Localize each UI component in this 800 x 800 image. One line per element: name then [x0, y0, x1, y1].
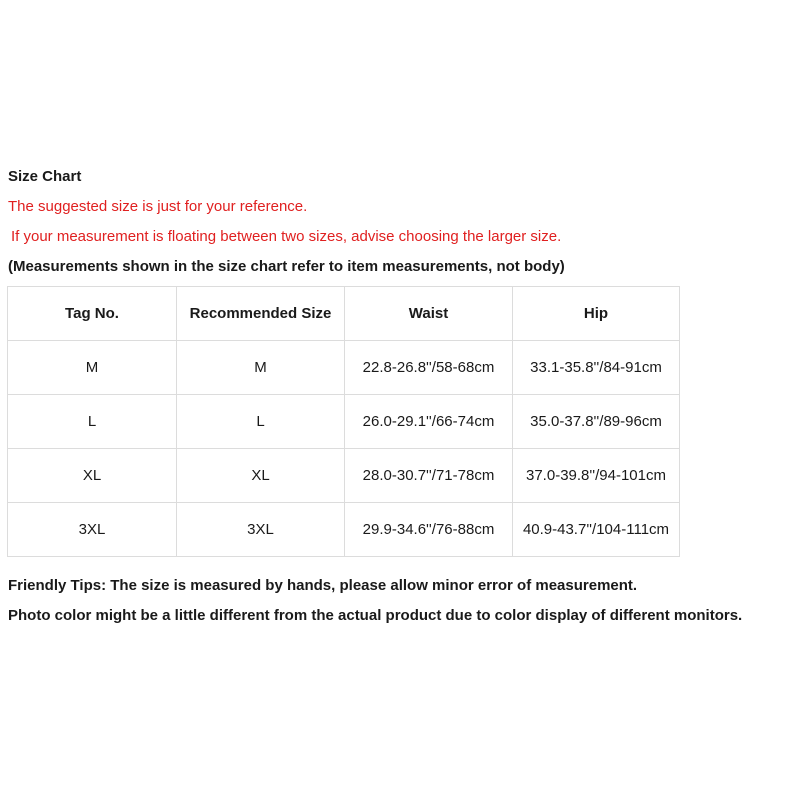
size-table — [7, 286, 680, 557]
cell-tag: 3XL — [8, 503, 177, 557]
table-row — [8, 503, 680, 557]
friendly-tips: Friendly Tips: The size is measured by hands, please allow minor error of measurement. — [8, 577, 638, 594]
cell-recommended: L — [177, 395, 345, 449]
header-tag-no: Tag No. — [8, 287, 177, 341]
header-waist: Waist — [345, 287, 513, 341]
cell-hip: 33.1-35.8''/84-91cm — [513, 341, 680, 395]
cell-recommended: M — [177, 341, 345, 395]
cell-recommended: XL — [177, 449, 345, 503]
table-row — [8, 395, 680, 449]
table-row — [8, 341, 680, 395]
cell-recommended: 3XL — [177, 503, 345, 557]
reference-note: The suggested size is just for your reference. — [8, 198, 308, 215]
cell-waist: 29.9-34.6''/76-88cm — [345, 503, 513, 557]
cell-hip: 37.0-39.8''/94-101cm — [513, 449, 680, 503]
table-header-row — [8, 287, 680, 341]
cell-hip: 35.0-37.8''/89-96cm — [513, 395, 680, 449]
header-recommended-size: Recommended Size — [177, 287, 345, 341]
cell-tag: XL — [8, 449, 177, 503]
header-hip: Hip — [513, 287, 680, 341]
measurement-note: (Measurements shown in the size chart refer to item measurements, not body) — [8, 258, 565, 275]
cell-waist: 26.0-29.1''/66-74cm — [345, 395, 513, 449]
cell-tag: M — [8, 341, 177, 395]
cell-waist: 28.0-30.7''/71-78cm — [345, 449, 513, 503]
cell-hip: 40.9-43.7''/104-111cm — [513, 503, 680, 557]
cell-waist: 22.8-26.8''/58-68cm — [345, 341, 513, 395]
table-row — [8, 449, 680, 503]
size-chart-title: Size Chart — [8, 168, 82, 185]
cell-tag: L — [8, 395, 177, 449]
photo-color-note: Photo color might be a little different from the actual product due to color display of different monitors. — [8, 607, 743, 624]
larger-size-advice: If your measurement is floating between two sizes, advise choosing the larger size. — [11, 228, 562, 245]
